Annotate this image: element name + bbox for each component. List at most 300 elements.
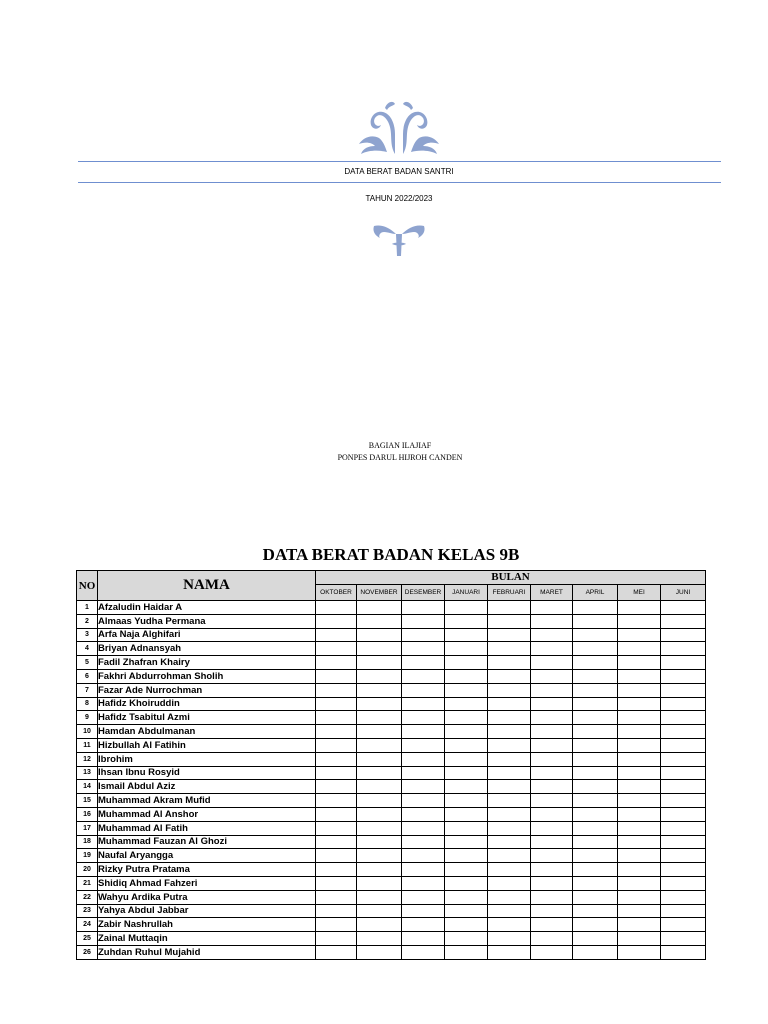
weight-cell[interactable] bbox=[618, 697, 661, 711]
student-name: Zabir Nashrullah bbox=[98, 918, 316, 932]
weight-cell[interactable] bbox=[661, 890, 706, 904]
weight-cell[interactable] bbox=[357, 656, 402, 670]
student-name: Afzaludin Haidar A bbox=[98, 601, 316, 615]
student-name: Fazar Ade Nurrochman bbox=[98, 683, 316, 697]
table-row bbox=[77, 601, 706, 615]
weight-cell[interactable] bbox=[316, 752, 357, 766]
weight-cell[interactable] bbox=[316, 890, 357, 904]
weight-cell[interactable] bbox=[445, 904, 488, 918]
weight-cell[interactable] bbox=[531, 656, 573, 670]
weight-cell[interactable] bbox=[573, 601, 618, 615]
weight-cell[interactable] bbox=[357, 642, 402, 656]
weight-cell[interactable] bbox=[661, 932, 706, 946]
floral-ornament-top-icon bbox=[349, 98, 449, 156]
weight-cell[interactable] bbox=[357, 863, 402, 877]
weight-cell[interactable] bbox=[402, 725, 445, 739]
weight-cell[interactable] bbox=[618, 932, 661, 946]
row-number: 17 bbox=[77, 821, 98, 835]
weight-cell[interactable] bbox=[661, 669, 706, 683]
weight-cell[interactable] bbox=[531, 725, 573, 739]
weight-cell[interactable] bbox=[661, 752, 706, 766]
month-header: JUNI bbox=[661, 585, 706, 601]
weight-cell[interactable] bbox=[488, 628, 531, 642]
weight-cell[interactable] bbox=[488, 863, 531, 877]
weight-cell[interactable] bbox=[357, 669, 402, 683]
weight-cell[interactable] bbox=[661, 601, 706, 615]
table-row bbox=[77, 932, 706, 946]
row-number: 25 bbox=[77, 932, 98, 946]
weight-cell[interactable] bbox=[531, 642, 573, 656]
weight-cell[interactable] bbox=[661, 863, 706, 877]
weight-cell[interactable] bbox=[573, 697, 618, 711]
weight-cell[interactable] bbox=[573, 945, 618, 959]
weight-cell[interactable] bbox=[661, 794, 706, 808]
weight-cell[interactable] bbox=[573, 738, 618, 752]
weight-cell[interactable] bbox=[573, 628, 618, 642]
student-name: Fadil Zhafran Khairy bbox=[98, 656, 316, 670]
weight-cell[interactable] bbox=[573, 642, 618, 656]
weight-cell[interactable] bbox=[531, 918, 573, 932]
weight-cell[interactable] bbox=[661, 835, 706, 849]
row-number: 12 bbox=[77, 752, 98, 766]
table-row bbox=[77, 628, 706, 642]
weight-cell[interactable] bbox=[316, 794, 357, 808]
weight-cell[interactable] bbox=[402, 656, 445, 670]
weight-cell[interactable] bbox=[488, 821, 531, 835]
weight-cell[interactable] bbox=[445, 601, 488, 615]
weight-cell[interactable] bbox=[618, 601, 661, 615]
weight-cell[interactable] bbox=[316, 614, 357, 628]
weight-cell[interactable] bbox=[445, 711, 488, 725]
table-row bbox=[77, 876, 706, 890]
weight-cell[interactable] bbox=[661, 918, 706, 932]
weight-cell[interactable] bbox=[402, 752, 445, 766]
weight-cell[interactable] bbox=[618, 780, 661, 794]
weight-cell[interactable] bbox=[357, 821, 402, 835]
weight-cell[interactable] bbox=[402, 601, 445, 615]
weight-cell[interactable] bbox=[531, 669, 573, 683]
weight-cell[interactable] bbox=[618, 752, 661, 766]
header-rule-bottom bbox=[78, 182, 721, 183]
weight-cell[interactable] bbox=[573, 807, 618, 821]
weight-cell[interactable] bbox=[402, 614, 445, 628]
weight-cell[interactable] bbox=[357, 794, 402, 808]
weight-cell[interactable] bbox=[531, 932, 573, 946]
weight-cell[interactable] bbox=[445, 918, 488, 932]
weight-cell[interactable] bbox=[357, 945, 402, 959]
weight-cell[interactable] bbox=[531, 876, 573, 890]
weight-cell[interactable] bbox=[531, 711, 573, 725]
weight-cell[interactable] bbox=[573, 780, 618, 794]
weight-cell[interactable] bbox=[402, 821, 445, 835]
weight-cell[interactable] bbox=[573, 904, 618, 918]
weight-cell[interactable] bbox=[618, 890, 661, 904]
weight-cell[interactable] bbox=[402, 738, 445, 752]
weight-cell[interactable] bbox=[661, 738, 706, 752]
weight-cell[interactable] bbox=[573, 725, 618, 739]
weight-cell[interactable] bbox=[531, 904, 573, 918]
weight-cell[interactable] bbox=[661, 614, 706, 628]
weight-cell[interactable] bbox=[402, 794, 445, 808]
floral-ornament-mid-icon bbox=[372, 222, 426, 258]
weight-cell[interactable] bbox=[402, 890, 445, 904]
weight-cell[interactable] bbox=[357, 711, 402, 725]
weight-cell[interactable] bbox=[445, 614, 488, 628]
weight-cell[interactable] bbox=[488, 932, 531, 946]
cover-year: TAHUN 2022/2023 bbox=[365, 194, 433, 203]
weight-cell[interactable] bbox=[445, 656, 488, 670]
weight-cell[interactable] bbox=[618, 945, 661, 959]
weight-cell[interactable] bbox=[445, 849, 488, 863]
weight-cell[interactable] bbox=[618, 835, 661, 849]
weight-cell[interactable] bbox=[531, 835, 573, 849]
column-header-nama: NAMA bbox=[98, 571, 316, 601]
weight-cell[interactable] bbox=[661, 697, 706, 711]
table-row bbox=[77, 904, 706, 918]
weight-cell[interactable] bbox=[573, 932, 618, 946]
student-name: Ismail Abdul Aziz bbox=[98, 780, 316, 794]
weight-cell[interactable] bbox=[316, 669, 357, 683]
row-number: 21 bbox=[77, 876, 98, 890]
row-number: 9 bbox=[77, 711, 98, 725]
student-name: Hizbullah Al Fatihin bbox=[98, 738, 316, 752]
weight-cell[interactable] bbox=[445, 766, 488, 780]
department-name: BAGIAN ILAJIAF bbox=[368, 441, 432, 450]
table-row bbox=[77, 780, 706, 794]
weight-cell[interactable] bbox=[488, 601, 531, 615]
weight-cell[interactable] bbox=[445, 945, 488, 959]
weight-cell[interactable] bbox=[531, 766, 573, 780]
weight-cell[interactable] bbox=[316, 738, 357, 752]
weight-cell[interactable] bbox=[618, 628, 661, 642]
weight-cell[interactable] bbox=[316, 849, 357, 863]
weight-cell[interactable] bbox=[402, 863, 445, 877]
weight-cell[interactable] bbox=[618, 794, 661, 808]
table-row bbox=[77, 642, 706, 656]
weight-cell[interactable] bbox=[618, 725, 661, 739]
month-header: DESEMBER bbox=[402, 585, 445, 601]
weight-cell[interactable] bbox=[316, 780, 357, 794]
row-number: 18 bbox=[77, 835, 98, 849]
weight-cell[interactable] bbox=[445, 683, 488, 697]
cover-title: DATA BERAT BADAN SANTRI bbox=[344, 167, 454, 176]
student-name: Fakhri Abdurrohman Sholih bbox=[98, 669, 316, 683]
weight-cell[interactable] bbox=[488, 669, 531, 683]
weight-cell[interactable] bbox=[488, 711, 531, 725]
weight-cell[interactable] bbox=[488, 876, 531, 890]
weight-cell[interactable] bbox=[661, 642, 706, 656]
weight-cell[interactable] bbox=[488, 780, 531, 794]
weight-cell[interactable] bbox=[661, 683, 706, 697]
weight-cell[interactable] bbox=[316, 766, 357, 780]
weight-cell[interactable] bbox=[402, 628, 445, 642]
weight-cell[interactable] bbox=[488, 904, 531, 918]
row-number: 13 bbox=[77, 766, 98, 780]
student-name: Muhammad Fauzan Al Ghozi bbox=[98, 835, 316, 849]
weight-cell[interactable] bbox=[618, 876, 661, 890]
weight-cell[interactable] bbox=[488, 656, 531, 670]
weight-cell[interactable] bbox=[661, 904, 706, 918]
weight-cell[interactable] bbox=[316, 683, 357, 697]
weight-cell[interactable] bbox=[445, 780, 488, 794]
weight-cell[interactable] bbox=[357, 932, 402, 946]
weight-cell[interactable] bbox=[488, 642, 531, 656]
weight-cell[interactable] bbox=[573, 656, 618, 670]
weight-cell[interactable] bbox=[573, 614, 618, 628]
table-row bbox=[77, 863, 706, 877]
weight-cell[interactable] bbox=[618, 863, 661, 877]
weight-cell[interactable] bbox=[618, 669, 661, 683]
weight-cell[interactable] bbox=[618, 807, 661, 821]
table-row bbox=[77, 807, 706, 821]
weight-cell[interactable] bbox=[445, 807, 488, 821]
weight-cell[interactable] bbox=[488, 738, 531, 752]
weight-cell[interactable] bbox=[488, 752, 531, 766]
month-header: APRIL bbox=[573, 585, 618, 601]
row-number: 26 bbox=[77, 945, 98, 959]
weight-cell[interactable] bbox=[357, 780, 402, 794]
weight-cell[interactable] bbox=[661, 849, 706, 863]
weight-cell[interactable] bbox=[531, 821, 573, 835]
weight-cell[interactable] bbox=[618, 683, 661, 697]
weight-cell[interactable] bbox=[357, 849, 402, 863]
weight-cell[interactable] bbox=[316, 725, 357, 739]
weight-cell[interactable] bbox=[445, 669, 488, 683]
weight-cell[interactable] bbox=[402, 876, 445, 890]
weight-cell[interactable] bbox=[618, 918, 661, 932]
weight-cell[interactable] bbox=[618, 642, 661, 656]
weight-cell[interactable] bbox=[357, 752, 402, 766]
weight-cell[interactable] bbox=[316, 876, 357, 890]
weight-cell[interactable] bbox=[445, 932, 488, 946]
weight-cell[interactable] bbox=[488, 918, 531, 932]
table-row bbox=[77, 794, 706, 808]
weight-cell[interactable] bbox=[316, 628, 357, 642]
weight-cell[interactable] bbox=[357, 904, 402, 918]
sheet-title: DATA BERAT BADAN KELAS 9B bbox=[262, 545, 520, 564]
table-row bbox=[77, 614, 706, 628]
weight-cell[interactable] bbox=[573, 918, 618, 932]
weight-cell[interactable] bbox=[618, 766, 661, 780]
row-number: 20 bbox=[77, 863, 98, 877]
weight-cell[interactable] bbox=[402, 918, 445, 932]
weight-cell[interactable] bbox=[357, 614, 402, 628]
weight-cell[interactable] bbox=[445, 725, 488, 739]
weight-cell[interactable] bbox=[445, 697, 488, 711]
row-number: 4 bbox=[77, 642, 98, 656]
weight-cell[interactable] bbox=[531, 849, 573, 863]
column-header-bulan: BULAN bbox=[316, 571, 706, 585]
weight-cell[interactable] bbox=[618, 738, 661, 752]
weight-cell[interactable] bbox=[357, 890, 402, 904]
header-rule-top bbox=[78, 161, 721, 162]
weight-cell[interactable] bbox=[661, 780, 706, 794]
weight-cell[interactable] bbox=[661, 766, 706, 780]
weight-cell[interactable] bbox=[316, 601, 357, 615]
weight-cell[interactable] bbox=[402, 945, 445, 959]
weight-cell[interactable] bbox=[531, 738, 573, 752]
row-number: 6 bbox=[77, 669, 98, 683]
table-row bbox=[77, 890, 706, 904]
month-header: FEBRUARI bbox=[488, 585, 531, 601]
weight-cell[interactable] bbox=[573, 835, 618, 849]
weight-cell[interactable] bbox=[402, 807, 445, 821]
weight-cell[interactable] bbox=[316, 807, 357, 821]
weight-cell[interactable] bbox=[488, 807, 531, 821]
weight-cell[interactable] bbox=[316, 945, 357, 959]
weight-cell[interactable] bbox=[573, 890, 618, 904]
weight-cell[interactable] bbox=[357, 807, 402, 821]
row-number: 7 bbox=[77, 683, 98, 697]
table-row bbox=[77, 669, 706, 683]
row-number: 22 bbox=[77, 890, 98, 904]
weight-cell[interactable] bbox=[618, 849, 661, 863]
weight-cell[interactable] bbox=[573, 876, 618, 890]
weight-cell[interactable] bbox=[661, 821, 706, 835]
weight-cell[interactable] bbox=[618, 614, 661, 628]
row-number: 16 bbox=[77, 807, 98, 821]
weight-cell[interactable] bbox=[402, 849, 445, 863]
weight-cell[interactable] bbox=[357, 918, 402, 932]
table-row bbox=[77, 697, 706, 711]
weight-cell[interactable] bbox=[357, 683, 402, 697]
weight-cell[interactable] bbox=[316, 642, 357, 656]
weight-cell[interactable] bbox=[357, 601, 402, 615]
weight-cell[interactable] bbox=[445, 628, 488, 642]
weight-cell[interactable] bbox=[402, 697, 445, 711]
weight-cell[interactable] bbox=[531, 601, 573, 615]
weight-cell[interactable] bbox=[573, 683, 618, 697]
weight-cell[interactable] bbox=[531, 628, 573, 642]
weight-cell[interactable] bbox=[357, 766, 402, 780]
weight-cell[interactable] bbox=[402, 904, 445, 918]
weight-cell[interactable] bbox=[661, 876, 706, 890]
student-name: Yahya Abdul Jabbar bbox=[98, 904, 316, 918]
weight-cell[interactable] bbox=[488, 683, 531, 697]
weight-cell[interactable] bbox=[618, 821, 661, 835]
weight-cell[interactable] bbox=[402, 932, 445, 946]
weight-cell[interactable] bbox=[316, 656, 357, 670]
weight-cell[interactable] bbox=[531, 794, 573, 808]
weight-cell[interactable] bbox=[445, 738, 488, 752]
weight-cell[interactable] bbox=[445, 794, 488, 808]
weight-cell[interactable] bbox=[357, 835, 402, 849]
weight-cell[interactable] bbox=[402, 711, 445, 725]
row-number: 1 bbox=[77, 601, 98, 615]
weight-cell[interactable] bbox=[661, 807, 706, 821]
weight-cell[interactable] bbox=[402, 669, 445, 683]
weight-cell[interactable] bbox=[488, 766, 531, 780]
weight-cell[interactable] bbox=[661, 656, 706, 670]
weight-cell[interactable] bbox=[357, 725, 402, 739]
weight-cell[interactable] bbox=[488, 890, 531, 904]
weight-cell[interactable] bbox=[445, 835, 488, 849]
weight-cell[interactable] bbox=[488, 849, 531, 863]
weight-cell[interactable] bbox=[531, 863, 573, 877]
weight-cell[interactable] bbox=[402, 780, 445, 794]
student-name: Ibrohim bbox=[98, 752, 316, 766]
table-row bbox=[77, 918, 706, 932]
weight-cell[interactable] bbox=[357, 876, 402, 890]
weight-cell[interactable] bbox=[402, 835, 445, 849]
table-row bbox=[77, 738, 706, 752]
student-name: Zuhdan Ruhul Mujahid bbox=[98, 945, 316, 959]
weight-cell[interactable] bbox=[573, 752, 618, 766]
weight-cell[interactable] bbox=[661, 628, 706, 642]
weight-cell[interactable] bbox=[573, 821, 618, 835]
row-number: 19 bbox=[77, 849, 98, 863]
weight-cell[interactable] bbox=[531, 890, 573, 904]
weight-cell[interactable] bbox=[357, 697, 402, 711]
weight-cell[interactable] bbox=[488, 835, 531, 849]
weight-cell[interactable] bbox=[531, 752, 573, 766]
weight-cell[interactable] bbox=[618, 656, 661, 670]
month-header: NOVEMBER bbox=[357, 585, 402, 601]
weight-cell[interactable] bbox=[488, 614, 531, 628]
student-name: Hamdan Abdulmanan bbox=[98, 725, 316, 739]
school-name: PONPES DARUL HIJROH CANDEN bbox=[337, 453, 463, 462]
weight-cell[interactable] bbox=[357, 738, 402, 752]
department-block bbox=[300, 440, 500, 464]
weight-cell[interactable] bbox=[531, 780, 573, 794]
weight-cell[interactable] bbox=[445, 642, 488, 656]
weight-cell[interactable] bbox=[661, 945, 706, 959]
weight-cell[interactable] bbox=[445, 821, 488, 835]
weight-cell[interactable] bbox=[661, 725, 706, 739]
weight-cell[interactable] bbox=[573, 849, 618, 863]
weight-cell[interactable] bbox=[445, 876, 488, 890]
weight-cell[interactable] bbox=[488, 945, 531, 959]
weight-cell[interactable] bbox=[618, 711, 661, 725]
weight-cell[interactable] bbox=[573, 711, 618, 725]
weight-cell[interactable] bbox=[661, 711, 706, 725]
weight-cell[interactable] bbox=[445, 752, 488, 766]
weight-cell[interactable] bbox=[357, 628, 402, 642]
weight-cell[interactable] bbox=[316, 904, 357, 918]
weight-cell[interactable] bbox=[573, 669, 618, 683]
weight-cell[interactable] bbox=[531, 697, 573, 711]
weight-cell[interactable] bbox=[316, 821, 357, 835]
weight-cell[interactable] bbox=[573, 863, 618, 877]
weight-cell[interactable] bbox=[316, 918, 357, 932]
weight-cell[interactable] bbox=[402, 766, 445, 780]
weight-cell[interactable] bbox=[488, 725, 531, 739]
weight-cell[interactable] bbox=[573, 794, 618, 808]
table-row bbox=[77, 711, 706, 725]
weight-cell[interactable] bbox=[531, 683, 573, 697]
weight-cell[interactable] bbox=[445, 863, 488, 877]
weight-cell[interactable] bbox=[402, 683, 445, 697]
student-name: Rizky Putra Pratama bbox=[98, 863, 316, 877]
weight-cell[interactable] bbox=[618, 904, 661, 918]
weight-cell[interactable] bbox=[316, 697, 357, 711]
weight-cell[interactable] bbox=[402, 642, 445, 656]
weight-cell[interactable] bbox=[316, 835, 357, 849]
weight-cell[interactable] bbox=[316, 863, 357, 877]
weight-cell[interactable] bbox=[316, 932, 357, 946]
month-header: MEI bbox=[618, 585, 661, 601]
weight-cell[interactable] bbox=[531, 807, 573, 821]
weight-cell[interactable] bbox=[531, 614, 573, 628]
weight-cell[interactable] bbox=[531, 945, 573, 959]
student-name: Briyan Adnansyah bbox=[98, 642, 316, 656]
weight-cell[interactable] bbox=[445, 890, 488, 904]
weight-cell[interactable] bbox=[488, 794, 531, 808]
student-name: Hafidz Khoiruddin bbox=[98, 697, 316, 711]
weight-cell[interactable] bbox=[573, 766, 618, 780]
weight-cell[interactable] bbox=[316, 711, 357, 725]
weight-cell[interactable] bbox=[488, 697, 531, 711]
